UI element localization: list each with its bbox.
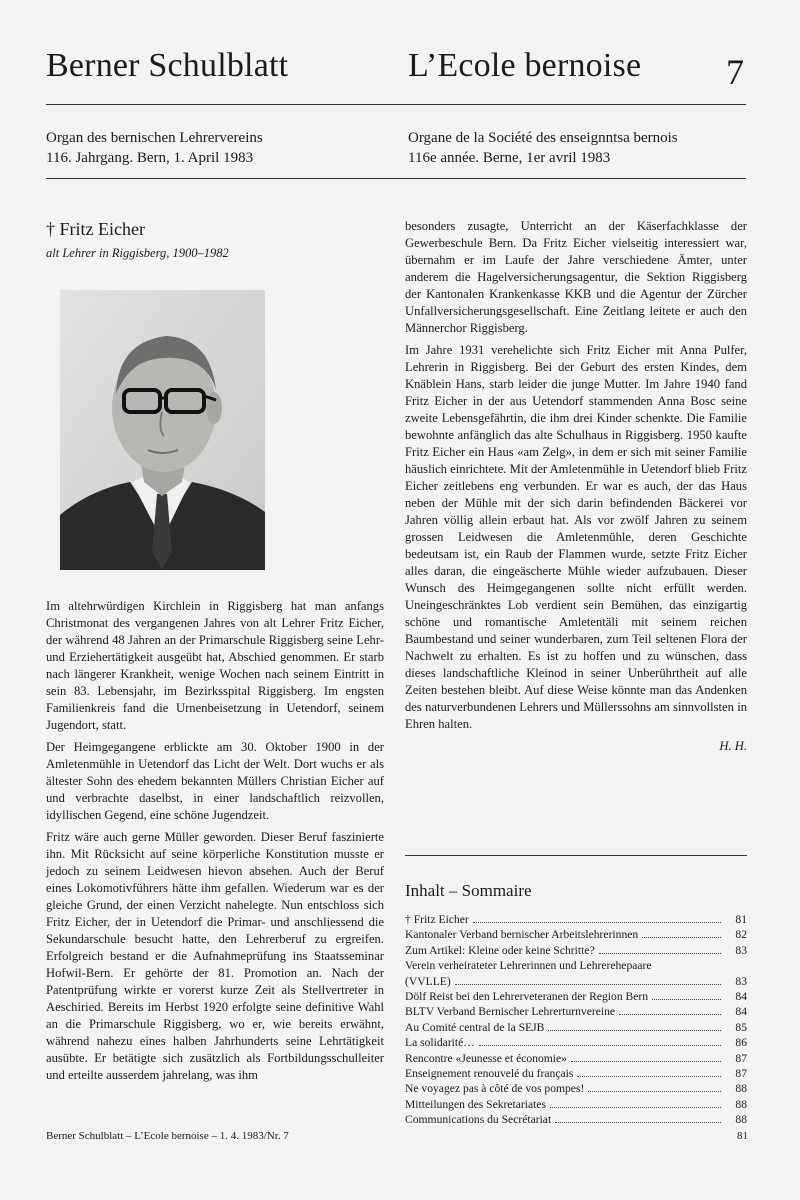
article-paragraph: Im Jahre 1931 verehelichte sich Fritz Eicher mit Anna Pulfer, Lehrerin in Riggisberg. Bei der Geburt des ersten Kindes, dem Knäblein Hans, starb leider die junge Mutter. Im Jahre 1940 fand Fritz Eicher in der aus Uetendorf stammenden Anna Bosc seine zweite Lebensgefährtin, die ihm drei Kinder schenkte. Die Familie bewohnte anfänglich das alte Schulhaus in Riggisberg. 1950 kaufte Fritz Eicher ein Haus «am Zelg», in dem er sich mit seiner Familie häuslich einrichtete. Mit der Amletenmühle in Uetendorf blieb Fritz Eicher zeitlebens eng verbunden. Er war es auch, der das Haus neben der Mühle mit der sich darin befindenden Bäckerei vor Jahren völlig allein erbaut hat. Als vor zwölf Jahren zu seinem grossen Leidwesen die Amletenmühle, deren Geschichte bedeutsam ist, ein Raub der Flammen wurde, setzte Fritz Eicher alles daran, die eingeäscherte Mühle wieder aufzubauen. Dieser Wunsch des Heimgegangenen sollte nicht erfüllt werden. Uneingeschränktes Lob verdient sein Bemühen, das einzigartig schöne und romantische Amletentäli mit seinem reichen Baumbestand und seiner wunderbaren, zum Teil seltenen Flora der Nachwelt zu erhalten. Es ist zu hoffen und zu wünschen, dass dieses landschaftliche Kleinod in seiner Unberührtheit auf alle Zeiten bestehen bleibt. Auf diese Weise könnte man das Andenken des naturverbundenen Lehrers und Müllerssohns am sinnvollsten in Ehren halten. <box>405 343 747 731</box>
toc-leader <box>555 1122 721 1123</box>
toc-entry[interactable] <box>405 974 747 989</box>
organ-fr-line1: Organe de la Société des enseignntsa bernois <box>408 130 678 146</box>
toc-leader <box>652 999 721 1000</box>
toc-entry-page: 82 <box>735 928 747 942</box>
organ-de-line2: 116. Jahrgang. Bern, 1. April 1983 <box>46 150 254 166</box>
toc-leader <box>588 1091 721 1092</box>
masthead-title-fr: L’Ecole bernoise <box>408 47 642 84</box>
toc-entry-page: 88 <box>735 1113 747 1127</box>
toc-list <box>405 912 747 1128</box>
toc-entry[interactable] <box>405 1020 747 1035</box>
article-right-column <box>405 218 747 760</box>
toc-leader <box>619 1014 721 1015</box>
masthead-rule <box>46 104 746 105</box>
portrait-photo <box>60 290 265 570</box>
masthead-title-de: Berner Schulblatt <box>46 47 289 84</box>
toc-entry-page: 87 <box>735 1051 747 1065</box>
article-paragraph: besonders zusagte, Unterricht an der Käserfachklasse der Gewerbeschule Bern. Da Fritz Eicher vielseitig interessiert war, übernahm er im Laufe der Jahre verschiedene Ämter, unter anderem die Hagelversicherungsagentur, die Sektion Riggisberg der Kantonalen Krankenkasse KKB und die Agentur der Zürcher Unfallversicherungsgesellschaft. Eine Zeitlang leitete er auch den Männerchor Riggisberg. <box>405 219 747 335</box>
organ-de <box>46 128 386 168</box>
article-title: † Fritz Eicher <box>46 219 145 239</box>
toc-leader <box>550 1107 721 1108</box>
toc-entry[interactable] <box>405 912 747 927</box>
toc-leader <box>479 1045 721 1046</box>
organ-fr-line2 <box>408 148 748 168</box>
toc-entry-label: Zum Artikel: Kleine oder keine Schritte? <box>405 943 595 957</box>
toc-entry[interactable] <box>405 1035 747 1050</box>
toc-entry[interactable] <box>405 927 747 942</box>
toc-leader <box>571 1061 721 1062</box>
article-paragraph: Der Heimgegangene erblickte am 30. Oktober 1900 in der Amletenmühle in Uetendorf das Licht der Welt. Dort wuchs er als ältester Sohn des ehedem bekannten Müllers Christian Eicher auf und verbrachte daselbst, in einer landschaftlich reizvollen, idyllischen Gegend, eine schöne Jugendzeit. <box>46 740 384 822</box>
article-paragraph: Im altehrwürdigen Kirchlein in Riggisberg hat man anfangs Christmonat des vergangenen Jahres von alt Lehrer Fritz Eicher, der während 48 Jahren an der Primarschule Riggisberg seine Lehr- und Erziehertätigkeit ausgeübt hat, Abschied genommen. Er starb nach längerer Krankheit, wenige Wochen nach seinem Eintritt in sein 83. Lebensjahr, im Bezirksspital Riggisberg. Im engsten Familienkreis fand die Urnenbeisetzung in Uetendorf, seinem Jugendort, statt. <box>46 599 384 732</box>
toc-entry[interactable] <box>405 1097 747 1112</box>
toc-leader <box>455 984 721 985</box>
organ-rule <box>46 178 746 179</box>
toc-leader <box>473 922 721 923</box>
toc-entry-label: Rencontre «Jeunesse et économie» <box>405 1051 567 1065</box>
toc-entry-page: 88 <box>735 1097 747 1111</box>
toc-entry-label: Kantonaler Verband bernischer Arbeitslehrerinnen <box>405 928 639 942</box>
toc-entry-page: 83 <box>735 974 747 988</box>
toc-entry-page: 84 <box>735 1005 747 1019</box>
article-subtitle: alt Lehrer in Riggisberg, 1900–1982 <box>46 246 229 260</box>
toc-entry-page: 85 <box>735 1020 747 1034</box>
toc-leader <box>642 937 721 938</box>
article-left-column <box>46 598 384 1089</box>
toc-leader <box>548 1030 721 1031</box>
toc-entry-label: Communications du Secrétariat <box>405 1113 552 1127</box>
toc-entry-label: La solidarité… <box>405 1036 475 1050</box>
toc-entry-page: 84 <box>735 990 747 1004</box>
toc-title: Inhalt – Sommaire <box>405 881 532 900</box>
toc-leader <box>577 1076 721 1077</box>
toc-entry-page: 86 <box>735 1036 747 1050</box>
toc-entry-label: Mitteilungen des Sekretariates <box>405 1097 547 1111</box>
toc-entry-label: Enseignement renouvelé du français <box>405 1067 574 1081</box>
toc-rule <box>405 855 747 856</box>
toc-entry-page: 81 <box>735 913 747 926</box>
article-paragraph: Fritz wäre auch gerne Müller geworden. Dieser Beruf faszinierte ihn. Mit Rücksicht auf seine körperliche Konstitution musste er jedoch zu seinem Leidwesen hievon absehen. Auch der Beruf eines Lokomotivführers hätte ihm gefallen. Wiederum war es der gleiche Grund, der einen Verzicht nahelegte. Nun entschloss sich Fritz Eicher, der in Uetendorf die Primar- und anschliessend die Sekundarschule besucht hatte, den Lehrerberuf zu ergreifen. Erfolgreich bestand er die Aufnahmeprüfung ins Staatsseminar Hofwil-Bern. Er gehörte der 81. Promotion an. Nach der Patentprüfung wirkte er vorerst kurze Zeit als Stellvertreter in Aeschiried. Bereits im Herbst 1920 erfolgte seine definitive Wahl an die Primarschule Riggisberg, wo er, wie bereits erwähnt, während nahezu eines halben Jahrhunderts seine Lehrtätigkeit ausübte. Er betätigte sich zusätzlich als Fortbildungsschulleiter und erteilte ausserdem jahrelang, was ihm <box>46 830 384 1082</box>
organ-fr-line2-text: 116e année. Berne, 1er avril 1983 <box>408 150 611 166</box>
footer-citation: Berner Schulblatt – L’Ecole bernoise – 1. 4. 1983/Nr. 7 <box>46 1130 289 1142</box>
toc-entry-page: 88 <box>735 1082 747 1096</box>
issue-number: 7 <box>726 52 744 92</box>
toc-entry[interactable] <box>405 1004 747 1019</box>
toc-entry-label: Dölf Reist bei den Lehrerveteranen der Region Bern <box>405 990 649 1004</box>
toc-entry-label: BLTV Verband Bernischer Lehrerturnvereine <box>405 1005 616 1019</box>
toc-entry-page: 87 <box>735 1067 747 1081</box>
toc-entry-label: Ne voyagez pas à côté de vos pompes! <box>405 1082 585 1096</box>
organ-fr <box>408 128 748 168</box>
toc-entry[interactable] <box>405 1051 747 1066</box>
toc-entry[interactable] <box>405 1112 747 1127</box>
toc-entry-label: † Fritz Eicher <box>405 913 469 926</box>
portrait-illustration <box>60 290 265 570</box>
toc-entry-page: 83 <box>735 943 747 957</box>
toc-entry[interactable] <box>405 1066 747 1081</box>
toc-entry-label: (VVLLE) <box>405 974 451 988</box>
toc-entry-label: Au Comité central de la SEJB <box>405 1020 545 1034</box>
toc-entry[interactable] <box>405 943 747 958</box>
toc-entry[interactable] <box>405 989 747 1004</box>
toc-leader <box>599 953 721 954</box>
toc-entry-multiline-label[interactable]: Verein verheirateter Lehrerinnen und Lehrerehepaare <box>405 959 652 973</box>
organ-de-line1: Organ des bernischen Lehrervereins <box>46 130 263 146</box>
article-signature: H. H. <box>719 739 747 753</box>
footer-page-number: 81 <box>737 1130 748 1142</box>
toc-entry[interactable] <box>405 1081 747 1096</box>
